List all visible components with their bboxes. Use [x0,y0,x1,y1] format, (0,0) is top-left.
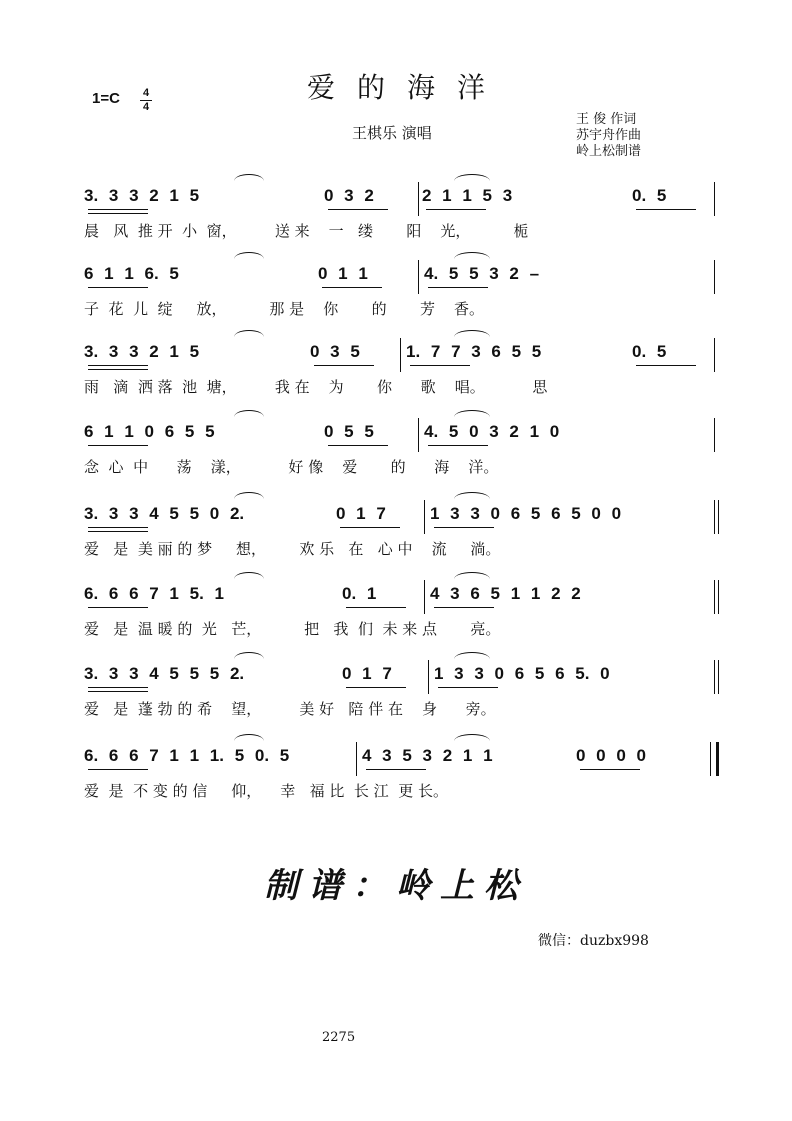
beam-line [88,287,148,288]
notation-line [84,338,724,366]
meter-top: 4 [142,87,150,99]
barline [418,418,419,452]
measure: 6. 6 6 7 1 1 1. 5 0. 5 [84,746,290,765]
barline [428,660,429,694]
measure: 4 3 5 3 2 1 1 [362,746,493,765]
beam-line [346,687,406,688]
slur [454,652,490,659]
score-system [84,500,724,570]
score-system [84,182,724,252]
lyrics-line: 念 心 中 荡 漾， 好 像 爱 的 海 洋。 [84,458,499,476]
barline [718,500,719,534]
barline [400,338,401,372]
notation-line [84,418,724,446]
singer-credit: 王棋乐 演唱 [352,124,432,142]
score-system [84,338,724,408]
meter-bottom: 4 [142,101,150,113]
beam-line [580,769,640,770]
slur [454,734,490,741]
lyricist-credit: 王 俊 作词 [576,112,637,127]
notation-line [84,500,724,528]
notation-line [84,660,724,688]
barline [714,182,715,216]
beam-line [88,687,148,692]
beam-line [88,769,148,770]
measure: 6 1 1 0 6 5 5 [84,422,215,441]
credits [576,112,641,160]
barline [714,580,715,614]
measure: 0 3 2 [324,186,374,205]
lyrics-line: 爱 是 美 丽 的 梦 想， 欢 乐 在 心 中 流 淌。 [84,540,501,558]
beam-line [88,445,148,446]
beam-line [88,209,148,214]
measure: 2 1 1 5 3 [422,186,513,205]
slur [234,174,264,181]
key-signature: 1=C [92,90,120,107]
final-barline [710,742,719,776]
measure: 3. 3 3 2 1 5 [84,342,200,361]
barline [718,660,719,694]
measure: 3. 3 3 4 5 5 5 2. [84,664,245,683]
score-system [84,418,724,488]
measure: 3. 3 3 2 1 5 [84,186,200,205]
measure: 0 5 5 [324,422,374,441]
measure: 4. 5 5 3 2 – [424,264,540,283]
arranger-credit: 岭上松制谱 [576,144,642,159]
barline [714,660,715,694]
lyrics-line: 子 花 儿 绽 放， 那 是 你 的 芳 香。 [84,300,485,318]
notation-line [84,742,724,770]
slur [234,572,264,579]
notation-line [84,182,724,210]
slur [234,330,264,337]
beam-line [328,209,388,210]
measure: 0 1 7 [342,664,392,683]
measure: 1 3 3 0 6 5 6 5. 0 [434,664,610,683]
barline [714,500,715,534]
beam-line [438,687,498,688]
beam-line [340,527,400,528]
slur [234,252,264,259]
slur [234,652,264,659]
score-system [84,260,724,330]
score-system [84,742,724,812]
slur [234,492,264,499]
beam-line [88,365,148,370]
measure: 4. 5 0 3 2 1 0 [424,422,560,441]
lyrics-line: 爱 是 温 暖 的 光 芒， 把 我 们 未 来 点 亮。 [84,620,501,638]
beam-line [322,287,382,288]
measure: 0. 5 [632,342,667,361]
barline [714,338,715,372]
score-system [84,660,724,730]
measure: 3. 3 3 4 5 5 0 2. [84,504,245,523]
lyrics-line: 雨 滴 洒 落 池 塘， 我 在 为 你 歌 唱。 思 [84,378,548,396]
barline [424,580,425,614]
slur [234,734,264,741]
barline [418,260,419,294]
notation-line [84,580,724,608]
beam-line [88,527,148,532]
wechat-contact: 微信：duzbx998 [538,933,649,949]
measure: 1. 7 7 3 6 5 5 [406,342,542,361]
measure: 0. 5 [632,186,667,205]
barline [356,742,357,776]
measure: 0 3 5 [310,342,360,361]
slur [454,174,490,181]
measure: 6 1 1 6. 5 [84,264,179,283]
lyrics-line: 晨 风 推 开 小 窗， 送 来 一 缕 阳 光， 栀 [84,222,529,240]
measure: 1 3 3 0 6 5 6 5 0 0 [430,504,622,523]
measure: 4 3 6 5 1 1 2 2 [430,584,581,603]
barline [418,182,419,216]
barline [424,500,425,534]
beam-line [434,607,494,608]
beam-line [428,445,488,446]
page-number: 2275 [322,1030,356,1045]
beam-line [426,209,486,210]
beam-line [636,365,696,366]
beam-line [636,209,696,210]
beam-line [366,769,426,770]
barline [714,418,715,452]
song-title: 爱的海洋 [306,71,507,104]
slur [454,572,490,579]
maker-signature: 制谱：岭上松 [264,866,528,906]
beam-line [314,365,374,366]
slur [454,492,490,499]
slur [234,410,264,417]
beam-line [434,527,494,528]
barline [714,260,715,294]
measure: 0 1 1 [318,264,368,283]
beam-line [410,365,470,366]
beam-line [346,607,406,608]
measure: 6. 6 6 7 1 5. 1 [84,584,224,603]
measure: 0 0 0 0 [576,746,646,765]
measure: 0. 1 [342,584,377,603]
lyrics-line: 爱 是 蓬 勃 的 希 望， 美 好 陪 伴 在 身 旁。 [84,700,496,718]
lyrics-line: 爱 是 不 变 的 信 仰， 幸 福 比 长 江 更 长。 [84,782,448,800]
slur [454,330,490,337]
beam-line [428,287,488,288]
composer-credit: 苏宇舟作曲 [576,128,642,143]
measure: 0 1 7 [336,504,386,523]
slur [454,252,490,259]
notation-line [84,260,724,288]
slur [454,410,490,417]
beam-line [88,607,148,608]
barline [718,580,719,614]
beam-line [328,445,388,446]
score-system [84,580,724,650]
